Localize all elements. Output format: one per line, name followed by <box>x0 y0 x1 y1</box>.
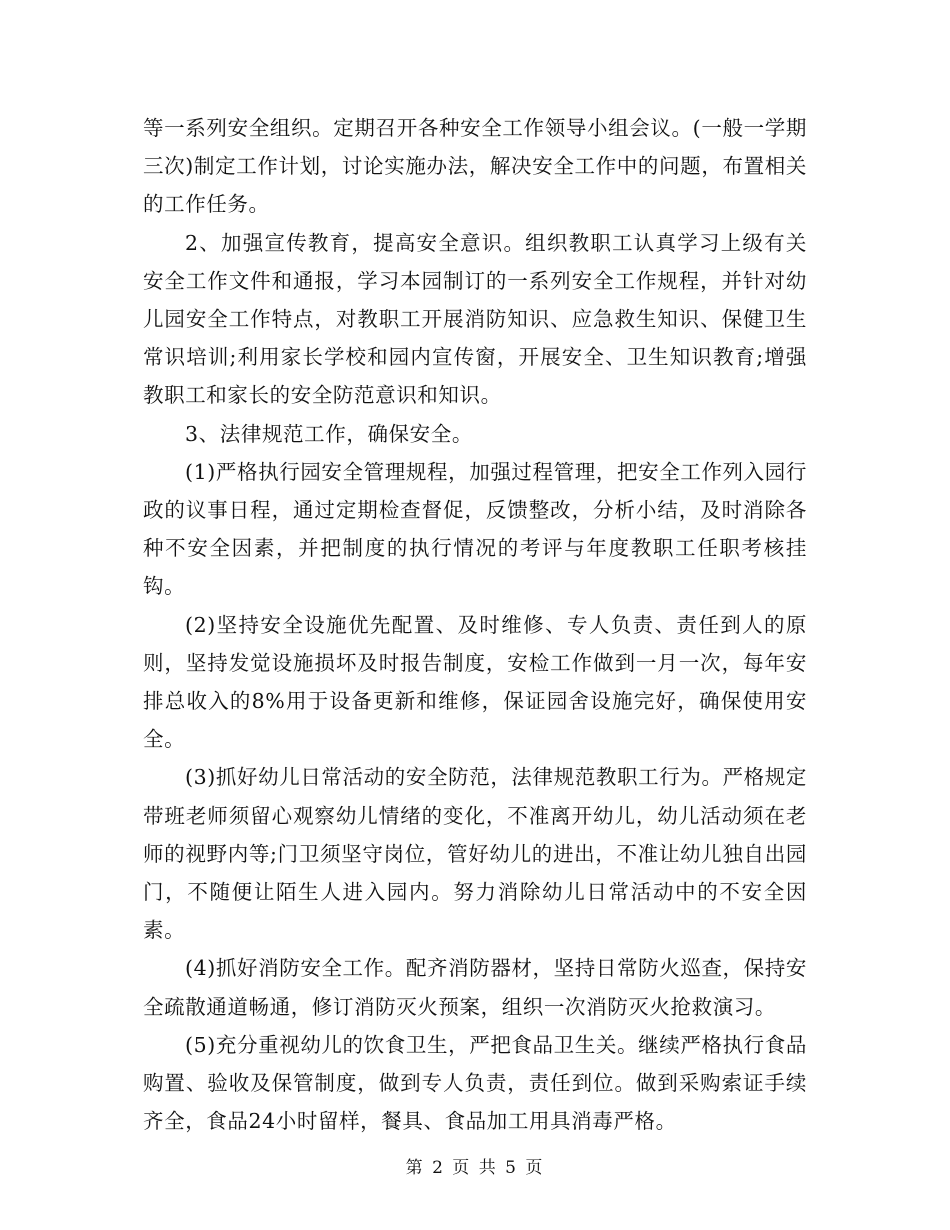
paragraph-item-5: (5)充分重视幼儿的饮食卫生，严把食品卫生关。继续严格执行食品购置、验收及保管制度，做到专人负责，责任到位。做到采购索证手续齐全，食品24小时留样，餐具、食品加工用具消毒严格。 <box>143 1032 807 1134</box>
paragraph-legal-standards: 3、法律规范工作，确保安全。 <box>185 421 473 446</box>
paragraph-item-1: (1)严格执行园安全管理规程，加强过程管理，把安全工作列入园行政的议事日程，通过定期检查督促，反馈整改，分析小结，及时消除各种不安全因素，并把制度的执行情况的考评与年度教职工任职考核挂钩。 <box>143 459 807 599</box>
paragraph-publicity-education: 2、加强宣传教育，提高安全意识。组织教职工认真学习上级有关安全工作文件和通报，学习本园制订的一系列安全工作规程，并针对幼儿园安全工作特点，对教职工开展消防知识、应急救生知识、保健卫生常识培训;利用家长学校和园内宣传窗，开展安全、卫生知识教育;增强教职工和家长的安全防范意识和知识。 <box>143 230 807 408</box>
paragraph-item-4: (4)抓好消防安全工作。配齐消防器材，坚持日常防火巡查，保持安全疏散通道畅通，修订消防灭火预案，组织一次消防灭火抢救演习。 <box>143 956 807 1019</box>
document-body <box>143 109 807 1140</box>
paragraph-item-3: (3)抓好幼儿日常活动的安全防范，法律规范教职工行为。严格规定带班老师须留心观察幼儿情绪的变化，不准离开幼儿，幼儿活动须在老师的视野内等;门卫须坚守岗位，管好幼儿的进出，不准让幼儿独自出园门，不随便让陌生人进入园内。努力消除幼儿日常活动中的不安全因素。 <box>143 765 807 943</box>
page-number-footer: 第 2 页 共 5 页 <box>405 1158 545 1178</box>
paragraph-continuation: 等一系列安全组织。定期召开各种安全工作领导小组会议。(一般一学期三次)制定工作计划，讨论实施办法，解决安全工作中的问题，布置相关的工作任务。 <box>143 116 807 217</box>
paragraph-item-2: (2)坚持安全设施优先配置、及时维修、专人负责、责任到人的原则，坚持发觉设施损坏及时报告制度，安检工作做到一月一次，每年安排总收入的8%用于设备更新和维修，保证园舍设施完好，确保使用安全。 <box>143 612 807 752</box>
